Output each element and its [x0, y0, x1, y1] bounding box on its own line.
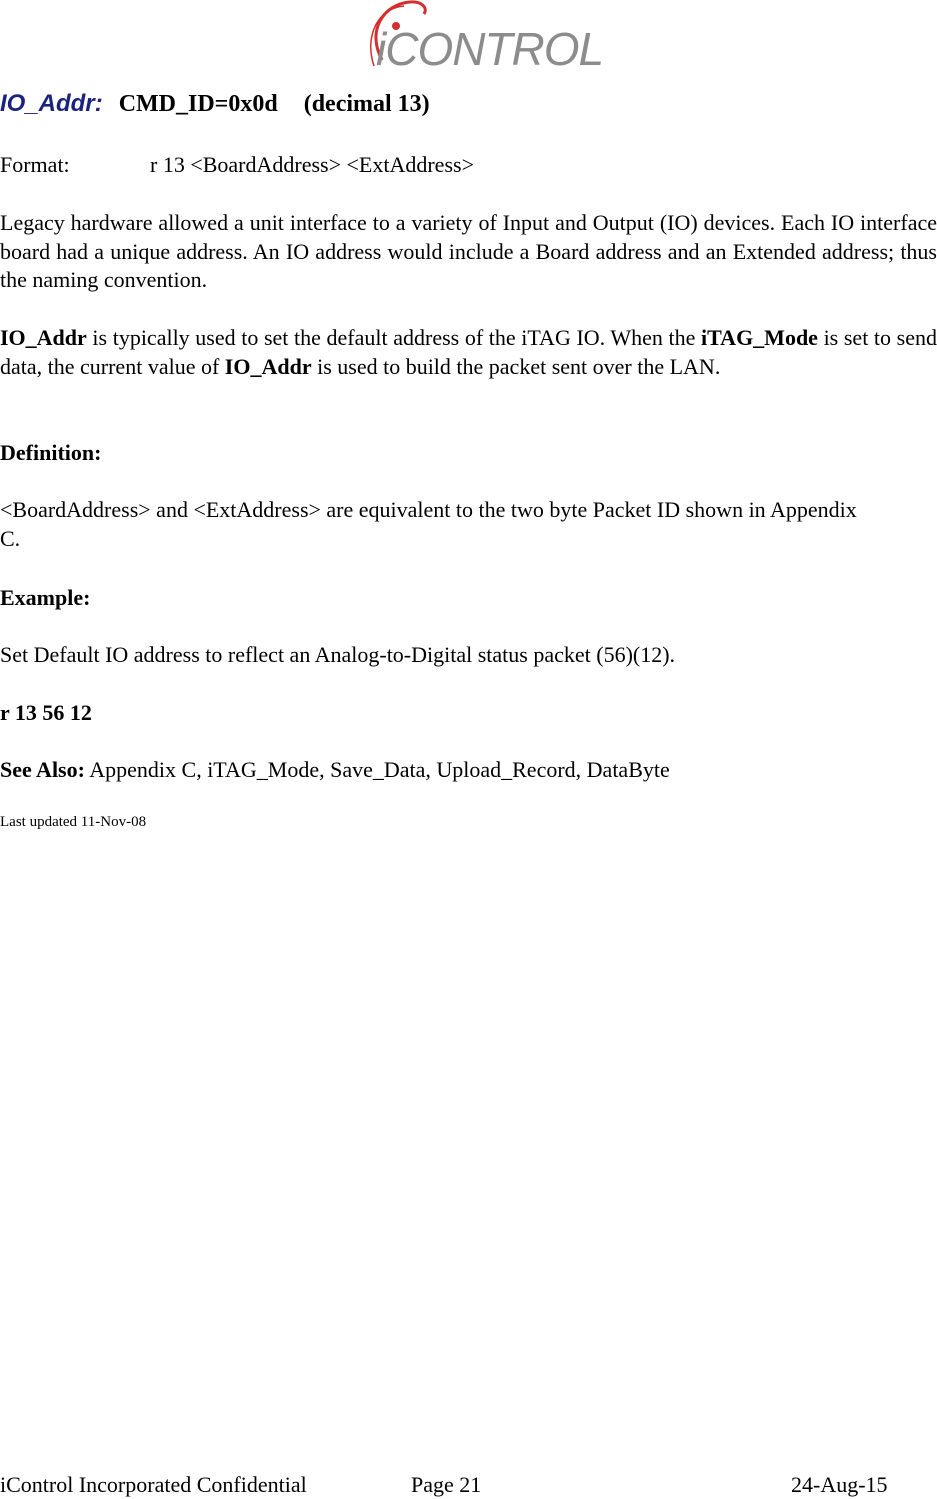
last-updated: Last updated 11-Nov-08: [0, 814, 147, 830]
see-also: [0, 756, 670, 784]
format-label: Format:: [0, 152, 70, 177]
logo-wordmark: iCONTROL: [376, 23, 604, 75]
company-logo: [364, 0, 604, 82]
format-line: [0, 151, 474, 179]
example-heading-text: Example:: [0, 585, 91, 610]
usage-text-1: is typically used to set the default address of the iTAG IO. When the: [86, 325, 702, 350]
command-heading: [0, 90, 430, 118]
intro-paragraph: Legacy hardware allowed a unit interface to a variety of Input and Output (IO) devices. Each IO interface board had a unique address. An IO address would include a Board address and an Extended address; thus the naming convention.: [0, 210, 937, 292]
usage-term-io-addr: IO_Addr: [0, 325, 87, 350]
command-name: IO_Addr: [0, 90, 95, 117]
command-colon: :: [94, 90, 103, 117]
footer-date: 24-Aug-15: [791, 1472, 888, 1497]
usage-term-io-addr-2: IO_Addr: [224, 353, 312, 379]
example-heading: [0, 584, 90, 612]
definition-heading: [0, 439, 101, 467]
command-id: CMD_ID=0x0d: [118, 91, 278, 117]
footer-page-number: Page 21: [411, 1472, 482, 1497]
usage-term-itag-mode: iTAG_Mode: [701, 325, 818, 350]
format-value: r 13 <BoardAddress> <ExtAddress>: [150, 152, 474, 177]
definition-text: <BoardAddress> and <ExtAddress> are equivalent to the two byte Packet ID shown in Appendix C.: [0, 497, 857, 551]
definition-heading-text: Definition:: [0, 440, 102, 465]
command-decimal: (decimal 13): [303, 91, 430, 117]
example-command-text: r 13 56 12: [0, 700, 92, 725]
example-description: Set Default IO address to reflect an Analog-to-Digital status packet (56)(12).: [0, 642, 676, 667]
usage-text-3: is used to build the packet sent over the LAN.: [311, 353, 721, 379]
footer-company: iControl Incorporated Confidential: [0, 1472, 307, 1497]
usage-text-2: is set to send data, the current value of: [0, 325, 937, 379]
example-command: [0, 699, 92, 727]
usage-paragraph: [0, 324, 937, 381]
see-also-items: Appendix C, iTAG_Mode, Save_Data, Upload_Record, DataByte: [89, 757, 670, 782]
see-also-label: See Also:: [0, 757, 85, 782]
